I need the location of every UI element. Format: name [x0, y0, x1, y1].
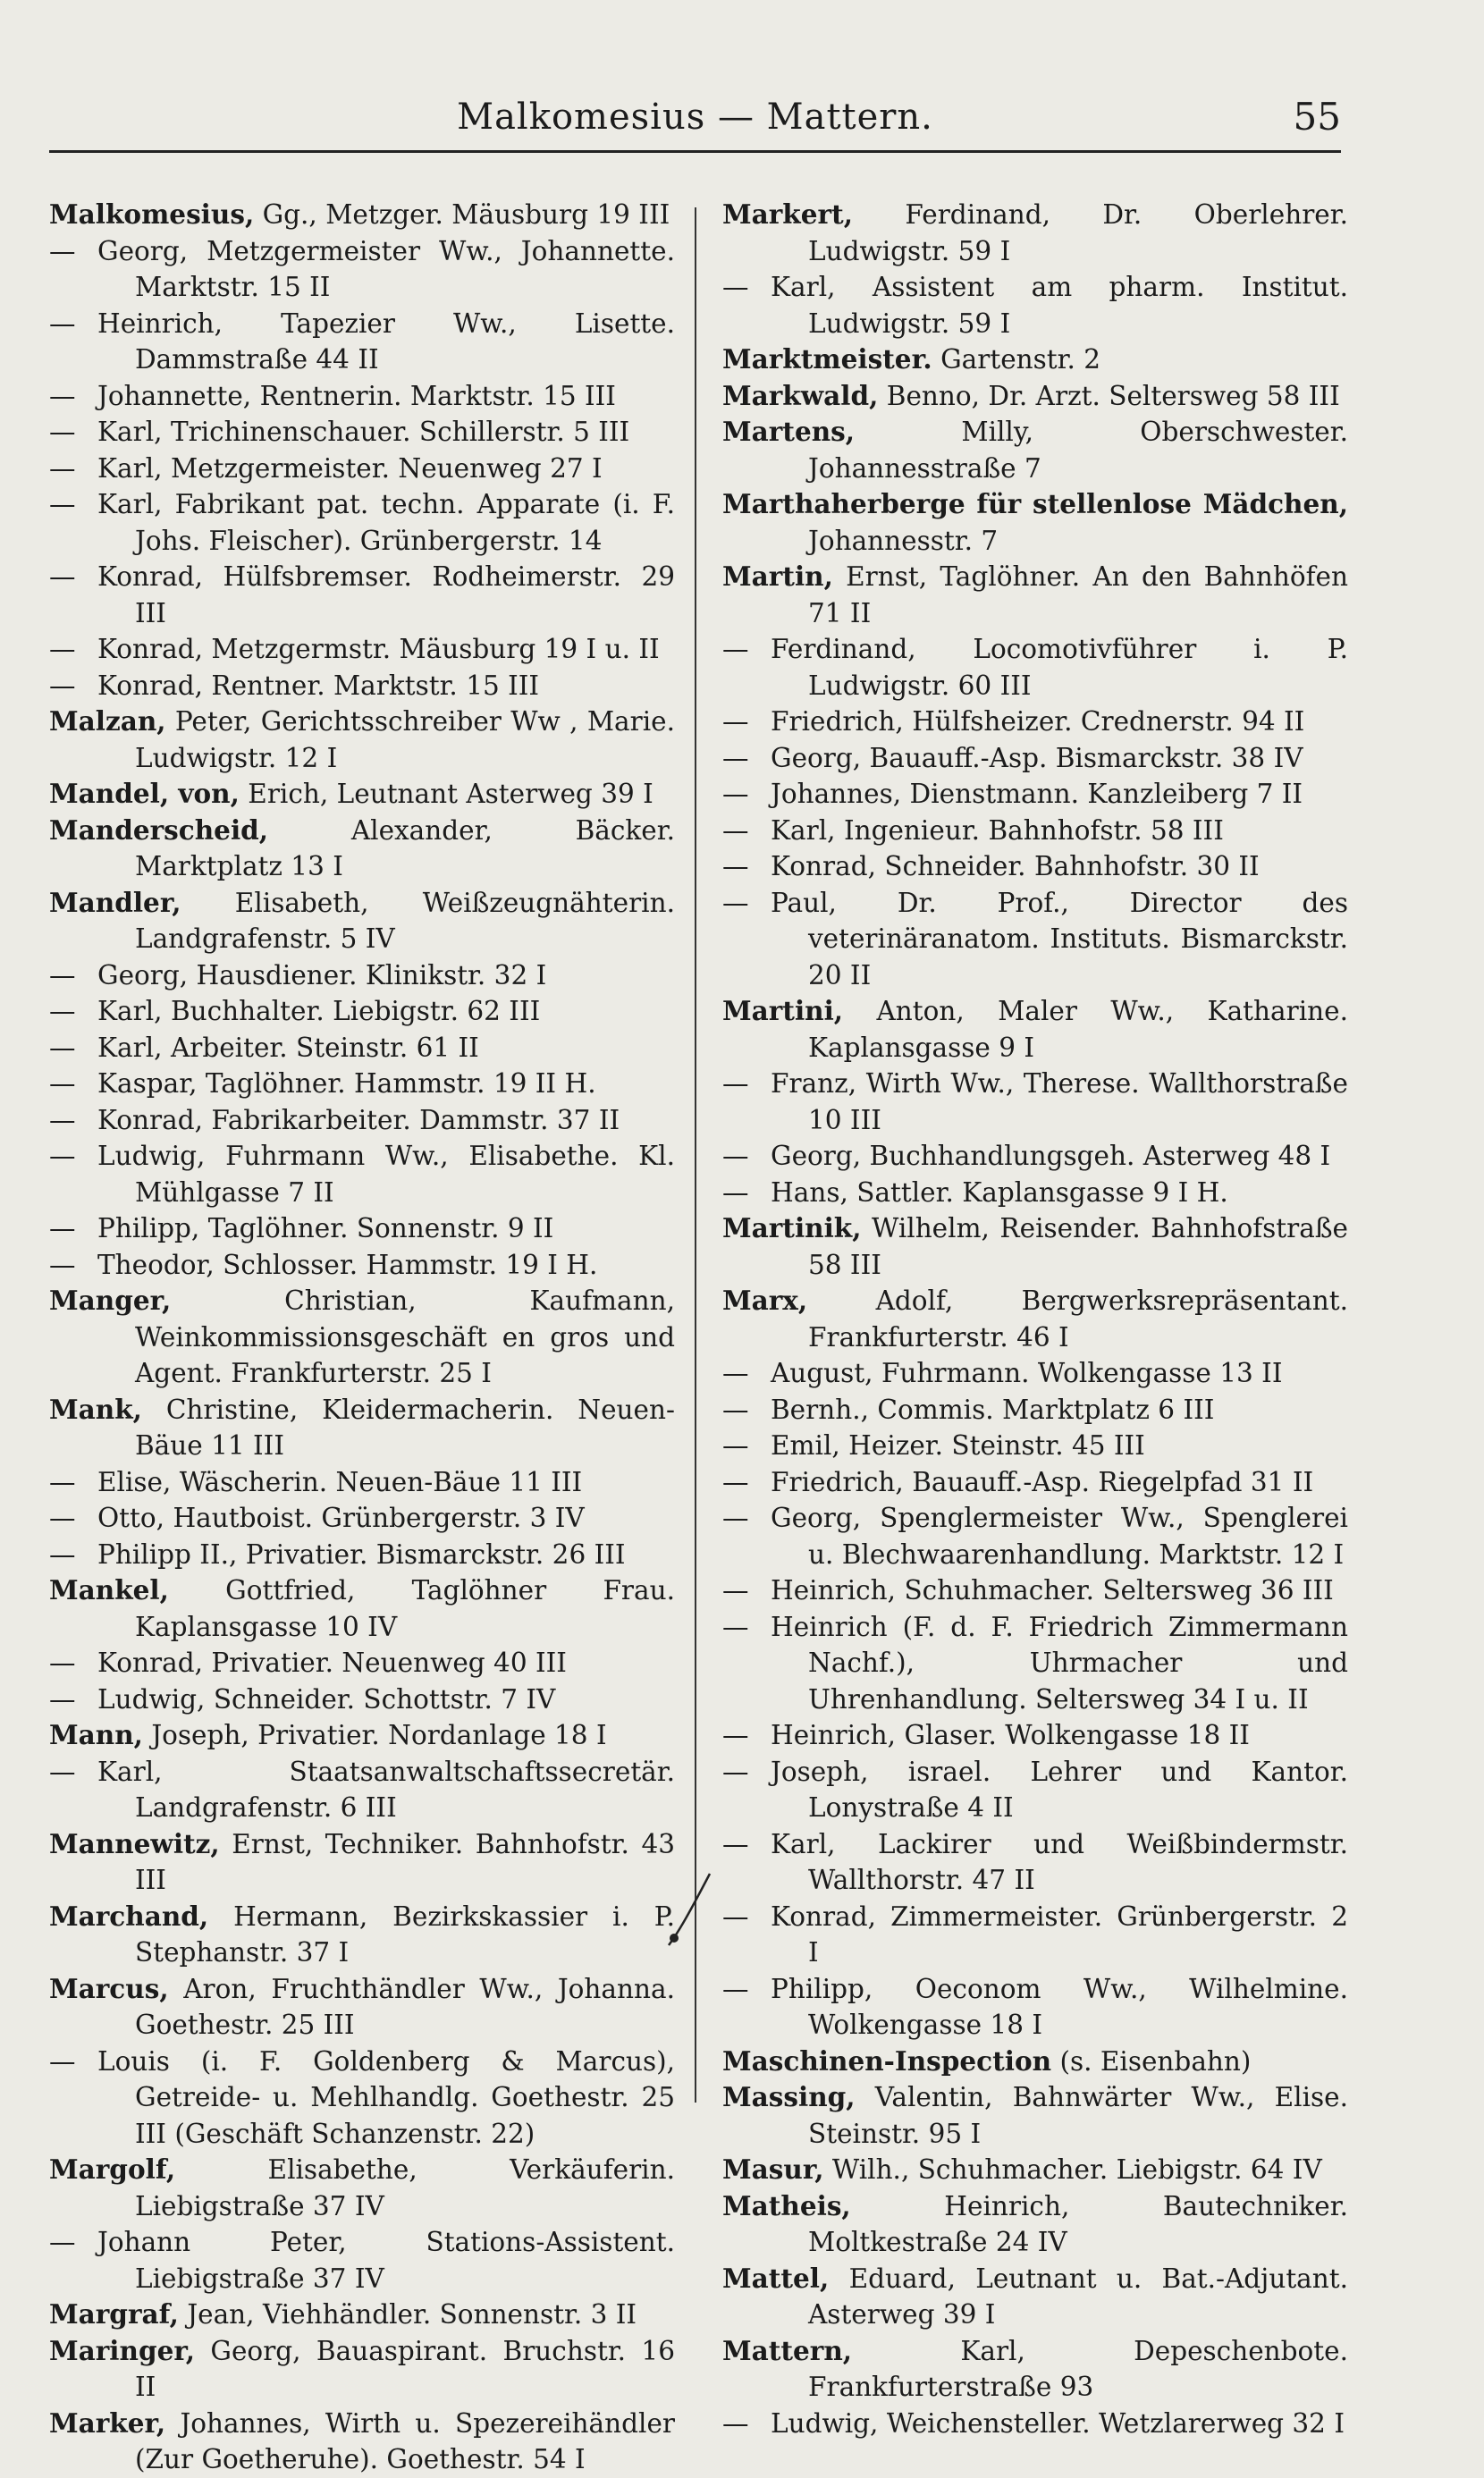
directory-entry: [49, 2224, 675, 2297]
directory-entry: [49, 668, 675, 704]
entry-details: Adolf, Bergwerksrepräsentant. Frankfurterstr. 46 I: [808, 1285, 1348, 1353]
entry-name: Konrad,: [97, 634, 203, 664]
directory-entry: [722, 1210, 1348, 1283]
entry-details: Tapezier Ww., Lisette. Dammstraße 44 II: [135, 308, 675, 375]
entry-dash: —: [49, 1249, 76, 1280]
entry-name: Karl,: [97, 489, 163, 519]
entry-name: Malkomesius,: [49, 198, 255, 230]
entry-dash: —: [722, 1756, 749, 1787]
directory-entry: [49, 233, 675, 306]
directory-entry: [49, 704, 675, 776]
entry-name: Karl,: [97, 1756, 163, 1787]
entry-name: Manger,: [49, 1285, 172, 1316]
entry-details: Eduard, Leutnant u. Bat.-Adjutant. Asterweg 39 I: [808, 2263, 1348, 2330]
entry-name: Bernh.,: [771, 1394, 869, 1425]
entry-dash: —: [722, 1611, 749, 1642]
directory-entry: [722, 2333, 1348, 2406]
entry-name: Martin,: [722, 560, 833, 592]
entry-name: Konrad,: [97, 670, 203, 701]
entry-name: Franz,: [771, 1068, 857, 1099]
entry-name: Ludwig,: [97, 1141, 206, 1171]
entry-dash: —: [722, 1176, 749, 1208]
entry-details: Gottfried, Taglöhner Frau. Kaplansgasse 10 IV: [135, 1575, 675, 1642]
entry-name: Konrad,: [771, 851, 876, 881]
directory-entry: [722, 885, 1348, 994]
entry-details: Privatier. Neuenweg 40 III: [211, 1648, 567, 1678]
entry-dash: —: [49, 489, 76, 519]
entry-dash: —: [49, 417, 76, 447]
entry-dash: —: [49, 2045, 76, 2077]
entry-name: Philipp,: [97, 1213, 200, 1243]
entry-details: Anton, Maler Ww., Katharine. Kaplansgasse 9 I: [808, 996, 1348, 1063]
entry-details: Dienstmann. Kanzleiberg 7 II: [909, 779, 1303, 809]
directory-entry: [722, 2079, 1348, 2152]
directory-entry: [722, 1138, 1348, 1175]
entry-dash: —: [49, 1032, 76, 1063]
entry-details: Peter, Gerichtsschreiber Ww , Marie. Ludwigstr. 12 I: [135, 706, 675, 773]
entry-details: Karl, Depeschenbote. Frankfurterstraße 93: [808, 2335, 1348, 2402]
entry-dash: —: [722, 1430, 749, 1461]
entry-name: Friedrich,: [771, 1466, 904, 1497]
entry-details: Christine, Kleidermacherin. Neuen-Bäue 11 III: [135, 1394, 675, 1461]
entry-name: Karl,: [97, 996, 163, 1026]
entry-details: Buchhalter. Liebigstr. 62 III: [170, 996, 541, 1026]
entry-dash: —: [722, 1141, 749, 1171]
directory-entry: [49, 1899, 675, 1971]
entry-dash: —: [722, 706, 749, 737]
entry-details: Fuhrmann. Wolkengasse 13 II: [881, 1358, 1283, 1388]
entry-details: Elisabeth, Weißzeugnähterin. Landgrafenstr. 5 IV: [135, 887, 675, 954]
entry-details: Staatsanwaltschaftssecretär. Landgrafenstr. 6 III: [135, 1756, 675, 1823]
entry-details: Wilh., Schuhmacher. Liebigstr. 64 IV: [831, 2154, 1322, 2185]
entry-details: Fuhrmann Ww., Elisabethe. Kl. Mühlgasse 7 II: [135, 1141, 675, 1208]
directory-entry: [49, 1971, 675, 2044]
directory-entry: [49, 776, 675, 813]
directory-entry: [722, 486, 1348, 559]
entry-name: Konrad,: [97, 1648, 203, 1678]
entry-name: Elise,: [97, 1466, 172, 1497]
directory-entry: [49, 2044, 675, 2153]
entry-details: Schuhmacher. Seltersweg 36 III: [904, 1575, 1334, 1606]
entry-name: Joseph,: [771, 1756, 869, 1787]
entry-name: Massing,: [722, 2081, 856, 2112]
directory-entry: [49, 993, 675, 1030]
entry-dash: —: [49, 1756, 76, 1787]
entry-details: Wäscherin. Neuen-Bäue 11 III: [179, 1466, 583, 1497]
directory-entry: [722, 341, 1348, 378]
entry-dash: —: [49, 1648, 76, 1678]
directory-entry: [49, 1392, 675, 1464]
entry-details: Hermann, Bezirkskassier i. P. Stephanstr. 37 I: [135, 1901, 675, 1968]
entry-name: Manderscheid,: [49, 813, 269, 846]
entry-name: Mattel,: [722, 2262, 830, 2294]
entry-dash: —: [49, 561, 76, 592]
entry-name: Johannes,: [771, 779, 902, 809]
entry-dash: —: [49, 1141, 76, 1171]
directory-entry: [49, 486, 675, 559]
entry-dash: —: [722, 1901, 749, 1932]
directory-entry: [722, 1572, 1348, 1609]
entry-details: Schlosser. Hammstr. 19 I H.: [223, 1249, 598, 1280]
entry-details: Metzgermeister Ww., Johannette. Marktstr. 15 II: [135, 235, 675, 302]
entry-name: Mattern,: [722, 2334, 853, 2366]
entry-dash: —: [722, 1466, 749, 1497]
entry-name: Heinrich,: [97, 308, 223, 339]
entry-dash: —: [49, 2227, 76, 2257]
entry-name: Masur,: [722, 2154, 824, 2185]
entry-name: Marthaherberge für stellenlose Mädchen,: [722, 488, 1348, 519]
entry-details: Ernst, Techniker. Bahnhofstr. 43 III: [135, 1828, 675, 1895]
entry-name: Markert,: [722, 198, 853, 230]
entry-name: Mannewitz,: [49, 1827, 220, 1859]
entry-details: Glaser. Wolkengasse 18 II: [904, 1720, 1250, 1750]
entry-details: Schneider. Bahnhofstr. 30 II: [884, 851, 1260, 881]
entry-details: Taglöhner. Hammstr. 19 II H.: [205, 1068, 596, 1099]
directory-entry: [49, 1572, 675, 1645]
left-column: [49, 197, 675, 2478]
entry-details: Milly, Oberschwester. Johannesstraße 7: [808, 417, 1348, 484]
running-head: Malkomesius — Mattern.: [457, 97, 933, 138]
entry-dash: —: [49, 1538, 76, 1570]
directory-entry: [49, 559, 675, 631]
entry-dash: —: [49, 996, 76, 1026]
entry-name: Marchand,: [49, 1900, 209, 1932]
entry-name: Maringer,: [49, 2334, 196, 2366]
directory-entry: [722, 2044, 1348, 2080]
entry-details: Hausdiener. Klinikstr. 32 I: [196, 959, 547, 990]
entry-name: Marcus,: [49, 1972, 169, 2004]
entry-details: Spenglermeister Ww., Spenglerei u. Blechwaarenhandlung. Marktstr. 12 I: [808, 1503, 1348, 1570]
entry-name: Mandler,: [49, 886, 181, 918]
entry-details: (i. F. Goldenberg & Marcus), Getreide- u. Mehlhandlg. Goethestr. 25 III (Geschäft Schanzenstr. 22): [135, 2045, 675, 2149]
entry-details: Fabrikarbeiter. Dammstr. 37 II: [211, 1104, 620, 1135]
directory-entry: [722, 1355, 1348, 1392]
entry-name: Georg,: [97, 959, 189, 990]
directory-entry: [49, 2152, 675, 2224]
entry-dash: —: [722, 1358, 749, 1388]
directory-entry: [722, 1283, 1348, 1355]
entry-name: Paul,: [771, 887, 837, 918]
entry-name: Mankel,: [49, 1574, 169, 1606]
entry-name: Georg,: [771, 1141, 862, 1171]
entry-name: Karl,: [97, 417, 163, 447]
entry-name: Markwald,: [722, 379, 879, 411]
entry-details: Ingenieur. Bahnhofstr. 58 III: [843, 814, 1224, 846]
ink-mark-icon: [663, 1868, 717, 1949]
entry-name: Karl,: [771, 814, 836, 846]
entry-name: Martini,: [722, 995, 844, 1026]
entry-dash: —: [722, 1068, 749, 1099]
entry-name: Marker,: [49, 2406, 166, 2439]
entry-name: Emil,: [771, 1430, 840, 1461]
entry-details: Georg, Bauaspirant. Bruchstr. 16 II: [135, 2335, 675, 2402]
entry-name: Margraf,: [49, 2298, 179, 2330]
entry-dash: —: [49, 1068, 76, 1099]
directory-entry: [722, 1717, 1348, 1754]
entry-details: Trichinenschauer. Schillerstr. 5 III: [170, 417, 630, 447]
entry-name: Johann Peter,: [97, 2227, 347, 2257]
entry-name: Karl,: [771, 272, 836, 302]
entry-dash: —: [722, 1575, 749, 1606]
entry-dash: —: [49, 235, 76, 266]
entry-dash: —: [722, 851, 749, 881]
entry-name: Marktmeister.: [722, 343, 932, 375]
entry-details: Commis. Marktplatz 6 III: [877, 1394, 1215, 1425]
entry-dash: —: [49, 959, 76, 990]
entry-dash: —: [722, 814, 749, 846]
entry-name: Karl,: [97, 452, 163, 484]
directory-entry: [722, 2188, 1348, 2261]
entry-dash: —: [722, 1973, 749, 2004]
directory-entry: [722, 269, 1348, 341]
entry-details: israel. Lehrer und Kantor. Lonystraße 4 II: [808, 1756, 1348, 1823]
entry-details: Assistent am pharm. Institut. Ludwigstr. 59 I: [808, 272, 1348, 339]
entry-dash: —: [722, 634, 749, 664]
entry-dash: —: [49, 452, 76, 484]
directory-entry: [49, 1066, 675, 1102]
entry-name: Philipp II.,: [97, 1538, 238, 1570]
directory-entry: [722, 1899, 1348, 1971]
entry-details: Bauauff.-Asp. Riegelpfad 31 II: [912, 1466, 1314, 1497]
entry-name: Kaspar,: [97, 1068, 198, 1099]
entry-details: Alexander, Bäcker. Marktplatz 13 I: [135, 814, 675, 881]
directory-entry: [49, 2406, 675, 2478]
entry-details: Stations-Assistent. Liebigstraße 37 IV: [135, 2227, 675, 2294]
entry-name: Maschinen-Inspection: [722, 2044, 1052, 2077]
directory-entry: [49, 414, 675, 451]
entry-details: Heizer. Steinstr. 45 III: [848, 1430, 1145, 1461]
entry-dash: —: [722, 1394, 749, 1425]
directory-entry: [49, 2297, 675, 2333]
directory-entry: [722, 704, 1348, 740]
entry-dash: —: [722, 887, 749, 918]
entry-details: Wilhelm, Reisender. Bahnhofstraße 58 III: [808, 1213, 1348, 1280]
directory-entry: [722, 1066, 1348, 1138]
entry-name: Friedrich,: [771, 706, 904, 737]
entry-details: Valentin, Bahnwärter Ww., Elise. Steinstr. 95 I: [808, 2082, 1348, 2149]
entry-details: Locomotivführer i. P. Ludwigstr. 60 III: [808, 634, 1348, 701]
directory-entry: [49, 957, 675, 994]
directory-entry: [49, 1826, 675, 1899]
entry-name: Otto,: [97, 1503, 165, 1533]
entry-name: Karl,: [771, 1828, 836, 1859]
entry-details: Sattler. Kaplansgasse 9 I H.: [856, 1176, 1228, 1208]
directory-entry: [722, 2406, 1348, 2442]
directory-entry: [49, 1645, 675, 1682]
entry-dash: —: [722, 1720, 749, 1750]
entry-dash: —: [49, 380, 76, 411]
directory-entry: [49, 378, 675, 415]
entry-dash: —: [49, 670, 76, 701]
entry-name: Malzan,: [49, 705, 166, 737]
directory-entry: [722, 197, 1348, 269]
directory-entry: [722, 740, 1348, 777]
directory-entry: [722, 631, 1348, 704]
entry-name: Heinrich,: [771, 1720, 897, 1750]
directory-entry: [722, 1428, 1348, 1464]
page-number: 55: [1293, 95, 1341, 139]
entry-name: Marx,: [722, 1285, 808, 1316]
entry-details: Ernst, Taglöhner. An den Bahnhöfen 71 II: [808, 561, 1348, 628]
entry-dash: —: [722, 1828, 749, 1859]
entry-details: Lackirer und Weißbindermstr. Wallthorstr. 47 II: [808, 1828, 1348, 1895]
entry-details: Heinrich, Bautechniker. Moltkestraße 24 IV: [808, 2190, 1348, 2257]
entry-name: Martinik,: [722, 1212, 862, 1243]
entry-details: Metzgermstr. Mäusburg 19 I u. II: [211, 634, 660, 664]
directory-entry: [722, 414, 1348, 486]
entry-name: August,: [771, 1358, 873, 1388]
directory-entry: [722, 1175, 1348, 1211]
directory-entry: [722, 559, 1348, 631]
entry-details: Ferdinand, Dr. Oberlehrer. Ludwigstr. 59 I: [808, 199, 1348, 266]
entry-name: Mandel, von,: [49, 778, 240, 809]
directory-entry: [722, 1392, 1348, 1429]
directory-entry: [49, 1682, 675, 1718]
entry-name: Karl,: [97, 1032, 163, 1063]
entry-name: Ferdinand,: [771, 634, 916, 664]
directory-entry: [722, 776, 1348, 813]
entry-details: Buchhandlungsgeh. Asterweg 48 I: [869, 1141, 1331, 1171]
entry-details: Hülfsheizer. Crednerstr. 94 II: [912, 706, 1305, 737]
entry-dash: —: [722, 779, 749, 809]
header-rule: [49, 150, 1341, 153]
entry-name: Konrad,: [771, 1901, 876, 1932]
directory-entry: [49, 1283, 675, 1392]
directory-entry: [722, 1609, 1348, 1718]
entry-details: Gg., Metzger. Mäusburg 19 III: [262, 199, 670, 230]
entry-details: Rentner. Marktstr. 15 III: [211, 670, 540, 701]
right-column: [722, 197, 1348, 2441]
entry-details: Privatier. Bismarckstr. 26 III: [245, 1538, 626, 1570]
directory-entry: [49, 1247, 675, 1284]
entry-dash: —: [49, 634, 76, 664]
directory-entry: [49, 197, 675, 233]
entry-dash: —: [722, 742, 749, 773]
entry-dash: —: [49, 1104, 76, 1135]
directory-entry: [722, 1971, 1348, 2044]
entry-details: Dr. Prof., Director des veterinäranatom. Instituts. Bismarckstr. 20 II: [808, 887, 1348, 990]
entry-details: Oeconom Ww., Wilhelmine. Wolkengasse 18 I: [808, 1973, 1348, 2040]
entry-details: Zimmermeister. Grünbergerstr. 2 I: [808, 1901, 1348, 1968]
entry-details: Metzgermeister. Neuenweg 27 I: [170, 452, 603, 484]
directory-entry: [722, 1826, 1348, 1899]
entry-details: Hautboist. Grünbergerstr. 3 IV: [173, 1503, 585, 1533]
entry-details: Arbeiter. Steinstr. 61 II: [170, 1032, 479, 1063]
entry-details: Weichensteller. Wetzlarerweg 32 I: [886, 2407, 1345, 2439]
entry-dash: —: [49, 1503, 76, 1533]
directory-entry: [49, 1537, 675, 1573]
directory-entry: [722, 378, 1348, 415]
directory-entry: [722, 813, 1348, 849]
entry-name: Konrad,: [97, 1104, 203, 1135]
entry-details: Taglöhner. Sonnenstr. 9 II: [207, 1213, 554, 1243]
entry-name: Johannette,: [97, 380, 252, 411]
directory-entry: [49, 2333, 675, 2406]
entry-dash: —: [722, 2407, 749, 2439]
directory-entry: [722, 2152, 1348, 2188]
entry-details: Hülfsbremser. Rodheimerstr. 29 III: [135, 561, 675, 628]
directory-entry: [722, 1464, 1348, 1501]
entry-name: Louis: [97, 2045, 170, 2077]
entry-details: Benno, Dr. Arzt. Seltersweg 58 III: [886, 380, 1340, 411]
entry-details: Jean, Viehhändler. Sonnenstr. 3 II: [187, 2299, 637, 2330]
entry-name: Georg,: [97, 235, 189, 266]
entry-name: Martens,: [722, 416, 856, 447]
directory-entry: [49, 1464, 675, 1501]
directory-entry: [49, 1138, 675, 1210]
directory-entry: [722, 848, 1348, 885]
directory-entry: [49, 1102, 675, 1139]
entry-name: Georg,: [771, 1503, 862, 1533]
entry-name: Margolf,: [49, 2154, 176, 2185]
entry-details: Rentnerin. Marktstr. 15 III: [259, 380, 616, 411]
entry-name: Matheis,: [722, 2189, 851, 2221]
entry-details: Gartenstr. 2: [940, 344, 1101, 375]
entry-name: Heinrich,: [771, 1575, 897, 1606]
entry-dash: —: [49, 308, 76, 339]
column-divider: [695, 207, 696, 2103]
directory-entry: [49, 813, 675, 885]
entry-details: Joseph, Privatier. Nordanlage 18 I: [151, 1720, 607, 1750]
entry-dash: —: [49, 1683, 76, 1715]
directory-entry: [722, 1500, 1348, 1572]
entry-name: Ludwig,: [771, 2407, 879, 2439]
directory-entry: [49, 631, 675, 668]
entry-name: Heinrich: [771, 1611, 888, 1642]
entry-name: Hans,: [771, 1176, 848, 1208]
entry-details: Wirth Ww., Therese. Wallthorstraße 10 III: [808, 1068, 1348, 1135]
entry-dash: —: [722, 272, 749, 302]
directory-entry: [49, 451, 675, 487]
entry-details: Johannesstr. 7: [808, 525, 999, 556]
entry-name: Philipp,: [771, 1973, 873, 2004]
entry-name: Mank,: [49, 1393, 142, 1425]
directory-entry: [722, 2261, 1348, 2333]
entry-name: Konrad,: [97, 561, 203, 592]
entry-name: Mann,: [49, 1719, 143, 1750]
directory-entry: [722, 1754, 1348, 1826]
entry-details: Elisabethe, Verkäuferin. Liebigstraße 37 IV: [135, 2154, 675, 2221]
entry-name: Georg,: [771, 742, 862, 773]
directory-entry: [49, 885, 675, 957]
directory-entry: [49, 1210, 675, 1247]
entry-details: Christian, Kaufmann, Weinkommissionsgeschäft en gros und Agent. Frankfurterstr. 25 I: [135, 1285, 675, 1388]
entry-name: Ludwig,: [97, 1683, 206, 1715]
entry-details: Schneider. Schottstr. 7 IV: [213, 1683, 556, 1715]
entry-details: Erich, Leutnant Asterweg 39 I: [248, 779, 653, 809]
entry-name: Theodor,: [97, 1249, 215, 1280]
entry-details: Johannes, Wirth u. Spezereihändler (Zur Goetheruhe). Goethestr. 54 I: [135, 2407, 675, 2474]
entry-details: Fabrikant pat. techn. Apparate (i. F. Johs. Fleischer). Grünbergerstr. 14: [135, 489, 675, 556]
directory-entry: [49, 1030, 675, 1066]
entry-dash: —: [49, 1213, 76, 1243]
entry-dash: —: [722, 1503, 749, 1533]
entry-dash: —: [49, 1466, 76, 1497]
directory-entry: [49, 1754, 675, 1826]
directory-entry: [49, 1717, 675, 1754]
directory-entry: [49, 306, 675, 378]
entry-details: (s. Eisenbahn): [1059, 2045, 1252, 2077]
entry-details: (F. d. F. Friedrich Zimmermann Nachf.), Uhrmacher und Uhrenhandlung. Seltersweg 34 I u. II: [808, 1611, 1348, 1715]
directory-entry: [722, 993, 1348, 1066]
entry-details: Aron, Fruchthändler Ww., Johanna. Goethestr. 25 III: [135, 1973, 675, 2040]
entry-details: Bauauff.-Asp. Bismarckstr. 38 IV: [869, 742, 1303, 773]
directory-entry: [49, 1500, 675, 1537]
